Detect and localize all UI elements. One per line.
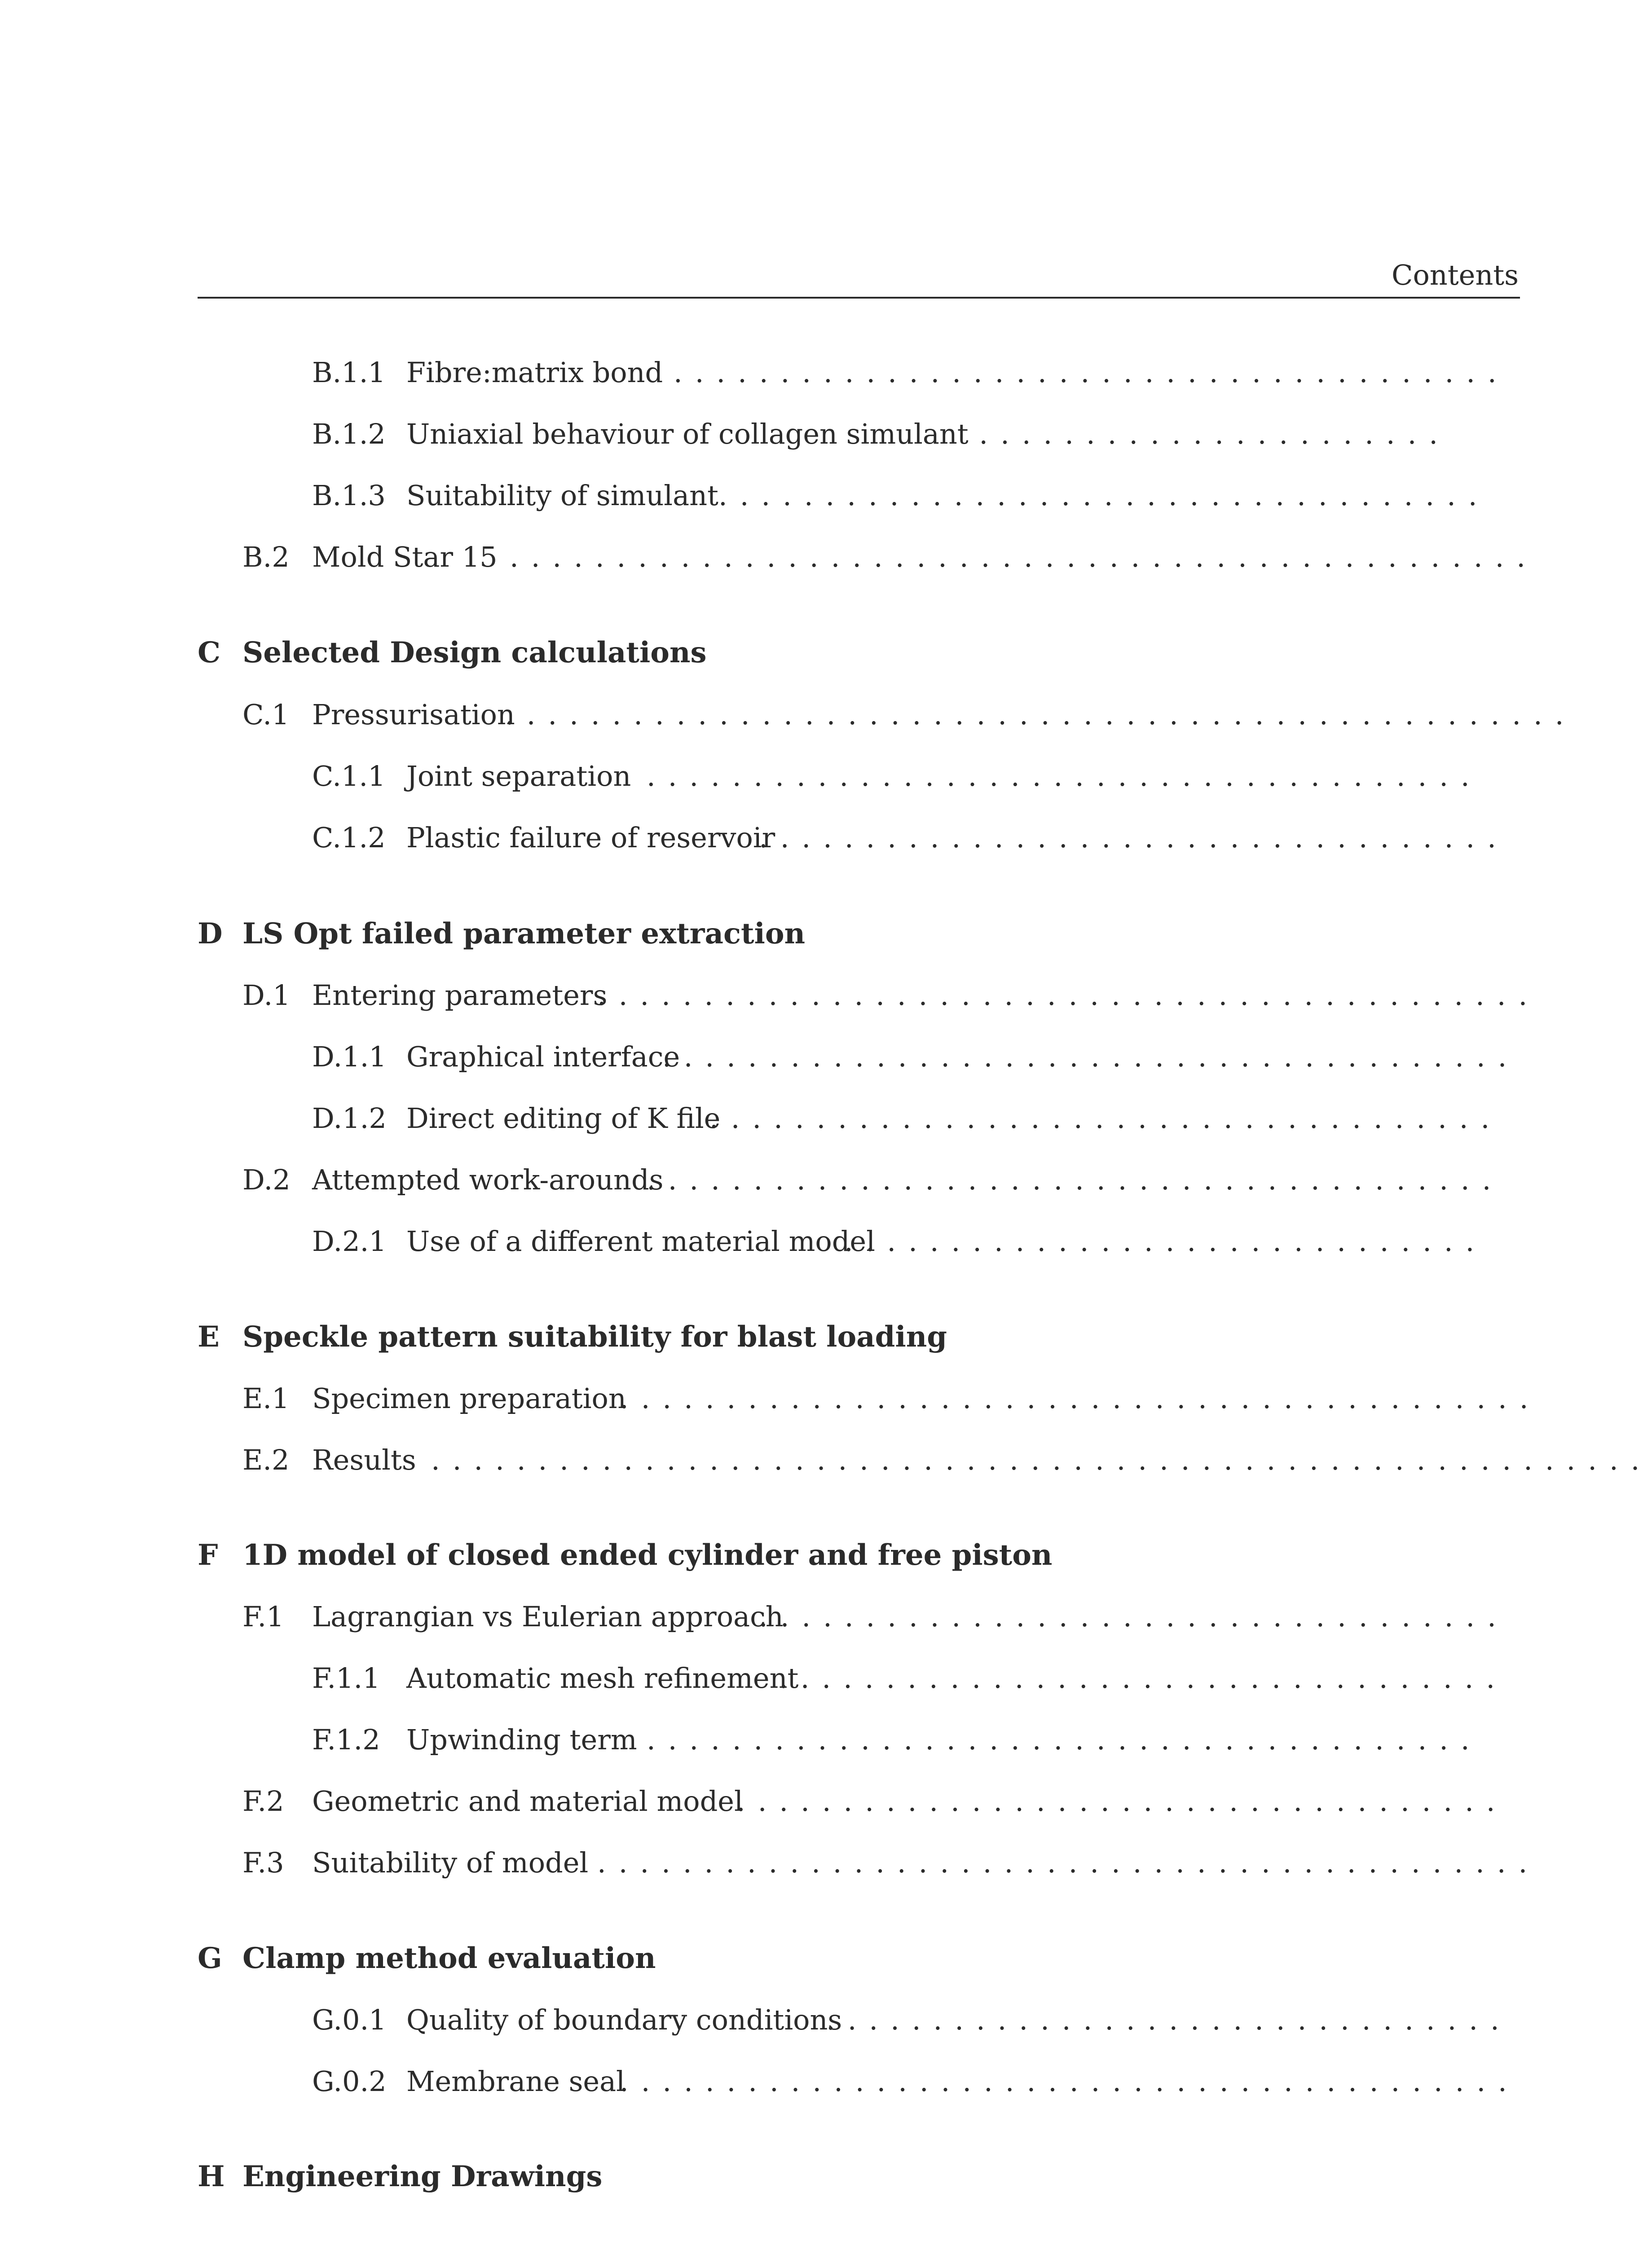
toc-number: F.1.1 — [312, 1662, 380, 1695]
dot-leader: .................................... — [736, 1785, 1508, 1818]
dot-leader: ................................................ — [510, 541, 1538, 573]
toc-label: LS Opt failed parameter extraction — [242, 917, 806, 951]
toc-number: F.1.2 — [312, 1723, 380, 1756]
toc-entry[interactable] — [0, 758, 1650, 794]
toc-number: B.1.2 — [312, 418, 386, 450]
toc-label: Lagrangian vs Eulerian approach — [312, 1600, 784, 1633]
dot-leader: .................................... — [718, 479, 1490, 512]
toc-number: C.1 — [242, 698, 290, 731]
toc-number: C.1.2 — [312, 821, 386, 854]
toc-entry[interactable] — [0, 820, 1650, 856]
toc-label: Speckle pattern suitability for blast loading — [242, 1320, 947, 1354]
dot-leader: .................................. — [779, 1662, 1508, 1695]
toc-entry[interactable] — [0, 977, 1650, 1013]
toc-entry[interactable] — [0, 1722, 1650, 1758]
header-title: Contents — [1392, 259, 1519, 291]
toc-label: 1D model of closed ended cylinder and free piston — [242, 1538, 1053, 1572]
toc-entry[interactable] — [0, 697, 1650, 733]
toc-number: B.1.3 — [312, 479, 386, 512]
toc-entry[interactable] — [0, 1599, 1650, 1635]
toc-label: Membrane seal — [406, 2065, 625, 2098]
toc-number: D.1 — [242, 979, 291, 1012]
dot-leader: ...................... — [979, 418, 1450, 450]
toc-entry[interactable] — [0, 355, 1650, 391]
dot-leader: ......................................................... — [431, 1444, 1652, 1476]
toc-number: F.1 — [242, 1600, 284, 1633]
dot-leader: ............................................ — [597, 1846, 1540, 1879]
toc-number: D.1.2 — [312, 1102, 387, 1135]
toc-label: Geometric and material model — [312, 1785, 743, 1818]
toc-label: Clamp method evaluation — [242, 1941, 656, 1975]
toc-label: Attempted work-arounds — [312, 1163, 664, 1196]
toc-label: Quality of boundary conditions — [406, 2003, 842, 2036]
dot-leader: .............................. — [844, 1225, 1487, 1258]
toc-chapter[interactable] — [0, 1941, 1650, 1976]
toc-number: F.3 — [242, 1846, 284, 1879]
toc-entry[interactable] — [0, 1100, 1650, 1136]
toc-label: Mold Star 15 — [312, 541, 498, 573]
toc-label: Pressurisation — [312, 698, 515, 731]
toc-label: Entering parameters — [312, 979, 608, 1012]
dot-leader: ........................................ — [647, 1163, 1504, 1196]
toc-entry[interactable] — [0, 1660, 1650, 1696]
toc-number: E — [198, 1320, 220, 1354]
dot-leader: .................................................. — [505, 698, 1577, 731]
toc-number: C.1.1 — [312, 760, 386, 792]
toc-chapter[interactable] — [0, 916, 1650, 952]
dot-leader: ........................................ — [662, 1040, 1520, 1073]
dot-leader: ............................................ — [597, 979, 1540, 1012]
toc-number: E.2 — [242, 1444, 290, 1476]
toc-entry[interactable] — [0, 2002, 1650, 2038]
dot-leader: .......................................... — [620, 2065, 1520, 2098]
toc-entry[interactable] — [0, 416, 1650, 452]
toc-number: C — [198, 636, 220, 669]
toc-number: G — [198, 1941, 222, 1975]
toc-label: Direct editing of K file — [406, 1102, 721, 1135]
toc-label: Suitability of simulant — [406, 479, 718, 512]
toc-entry[interactable] — [0, 1039, 1650, 1075]
toc-label: Engineering Drawings — [242, 2160, 603, 2193]
toc-number: D.2.1 — [312, 1225, 387, 1258]
toc-number: F.2 — [242, 1785, 284, 1818]
dot-leader: ....................................... — [647, 760, 1482, 792]
toc-entry[interactable] — [0, 539, 1650, 575]
toc-entry[interactable] — [0, 1224, 1650, 1259]
toc-label: Use of a different material model — [406, 1225, 875, 1258]
dot-leader: ................................... — [759, 821, 1509, 854]
toc-number: B.1.1 — [312, 356, 386, 389]
toc-label: Results — [312, 1444, 416, 1476]
toc-number: G.0.1 — [312, 2003, 387, 2036]
toc-label: Uniaxial behaviour of collagen simulant — [406, 418, 969, 450]
dot-leader: ..................................... — [709, 1102, 1502, 1135]
toc-entry[interactable] — [0, 478, 1650, 514]
toc-label: Specimen preparation — [312, 1382, 626, 1415]
toc-number: B.2 — [242, 541, 290, 573]
dot-leader: ................................ — [826, 2003, 1512, 2036]
toc-number: F — [198, 1538, 218, 1572]
dot-leader: ....................................... — [674, 356, 1509, 389]
toc-chapter[interactable] — [0, 635, 1650, 671]
toc-entry[interactable] — [0, 1381, 1650, 1417]
toc-number: D.2 — [242, 1163, 291, 1196]
toc-chapter[interactable] — [0, 1537, 1650, 1573]
toc-label: Fibre:matrix bond — [406, 356, 663, 389]
toc-number: D — [198, 917, 223, 951]
dot-leader: ....................................... — [647, 1723, 1482, 1756]
toc-entry[interactable] — [0, 1845, 1650, 1881]
toc-entry[interactable] — [0, 2064, 1650, 2100]
toc-number: E.1 — [242, 1382, 290, 1415]
toc-number: H — [198, 2160, 225, 2193]
toc-label: Selected Design calculations — [242, 636, 707, 669]
toc-entry[interactable] — [0, 1783, 1650, 1819]
header-rule — [198, 297, 1520, 299]
toc-entry[interactable] — [0, 1162, 1650, 1198]
toc-chapter[interactable] — [0, 2159, 1650, 2195]
toc-label: Automatic mesh refinement — [406, 1662, 799, 1695]
toc-label: Graphical interface — [406, 1040, 680, 1073]
toc-chapter[interactable] — [0, 1319, 1650, 1355]
dot-leader: ................................... — [759, 1600, 1509, 1633]
toc-label: Upwinding term — [406, 1723, 637, 1756]
toc-entry[interactable] — [0, 1442, 1650, 1478]
toc-label: Plastic failure of reservoir — [406, 821, 775, 854]
toc-label: Joint separation — [406, 760, 631, 792]
toc-label: Suitability of model — [312, 1846, 589, 1879]
toc-number: G.0.2 — [312, 2065, 387, 2098]
dot-leader: ........................................... — [620, 1382, 1541, 1415]
toc-number: D.1.1 — [312, 1040, 387, 1073]
